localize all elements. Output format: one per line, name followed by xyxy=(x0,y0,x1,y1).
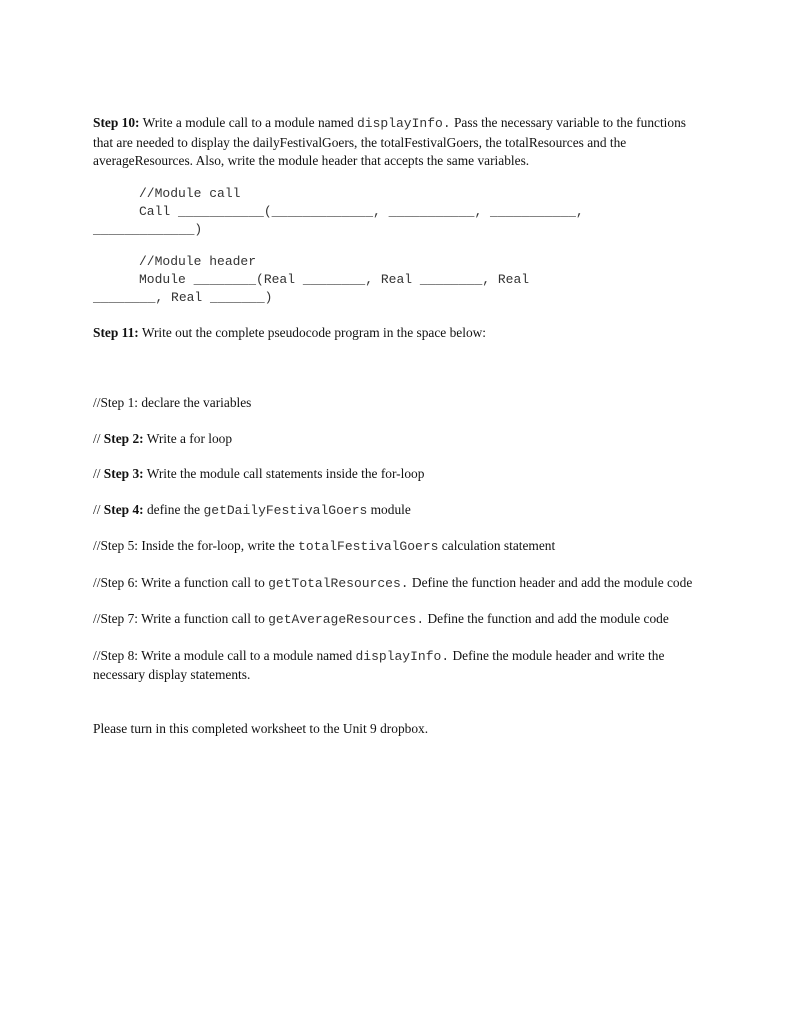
module-call-comment: //Module call xyxy=(139,185,241,201)
step5-text: //Step 5: Inside the for-loop, write the xyxy=(93,538,299,553)
step3-prefix: // xyxy=(93,466,104,481)
footer-instruction: Please turn in this completed worksheet to the Unit 9 dropbox. xyxy=(93,720,429,736)
step8-code: displayInfo. xyxy=(355,648,450,664)
module-call-block xyxy=(93,185,703,239)
step11-label: Step 11: xyxy=(93,324,139,340)
step8-line xyxy=(93,647,703,685)
step4-label: Step 4: xyxy=(103,501,144,517)
step6-after: Define the function header and add the module code xyxy=(408,574,693,590)
step8-after: Define the module header and write the necessary display statements. xyxy=(93,647,665,682)
step7-after: Define the function and add the module code xyxy=(424,611,669,626)
step2-line xyxy=(93,430,703,449)
step5-line xyxy=(93,537,703,557)
step7-code: getAverageResources. xyxy=(268,612,425,627)
step6-code: getTotalResources. xyxy=(268,575,409,591)
step10-text-2: Pass the necessary variable to the functions that are needed to display the dailyFestivalGoers, the totalFestivalGoers, the totalResources and the averageResources. Also, write the module header that accepts the same variables. xyxy=(93,115,687,168)
step10-text-1: Write a module call to a module named xyxy=(139,115,357,130)
step2-prefix: // xyxy=(93,430,104,446)
module-call-line-2: _____________) xyxy=(93,221,203,237)
step1-line: //Step 1: declare the variables xyxy=(93,395,252,410)
step10-code: displayInfo. xyxy=(357,116,451,131)
step6-line xyxy=(93,574,703,594)
worksheet-page xyxy=(93,114,703,738)
step3-label: Step 3: xyxy=(103,466,144,481)
step3-text: Write the module call statements inside the for-loop xyxy=(143,466,425,481)
step11-text: Write out the complete pseudocode program in the space below: xyxy=(138,324,487,340)
step7-text: //Step 7: Write a function call to xyxy=(93,611,269,626)
step10-label: Step 10: xyxy=(93,115,140,130)
step5-code: totalFestivalGoers xyxy=(298,539,439,554)
step7-line xyxy=(93,610,703,630)
step4-line xyxy=(93,501,703,521)
step2-label: Step 2: xyxy=(103,430,144,446)
step4-text: define the xyxy=(143,501,204,517)
step11-paragraph xyxy=(93,324,703,343)
step4-code: getDailyFestivalGoers xyxy=(203,502,368,518)
module-header-line-1: Module ________(Real ________, Real ________, Real xyxy=(139,271,530,287)
step3-line xyxy=(93,465,703,484)
module-header-line-2: ________, Real _______) xyxy=(93,289,273,305)
step2-text: Write a for loop xyxy=(143,430,233,446)
step8-text: //Step 8: Write a module call to a module named xyxy=(93,647,356,663)
step6-text: //Step 6: Write a function call to xyxy=(93,574,269,590)
step4-after: module xyxy=(367,501,411,517)
step10-paragraph xyxy=(93,114,703,171)
step4-prefix: // xyxy=(93,501,104,517)
module-header-block xyxy=(93,253,703,307)
step5-after: calculation statement xyxy=(438,538,556,553)
module-header-comment: //Module header xyxy=(139,253,257,269)
module-call-line-1: Call ___________(_____________, ___________, ___________, xyxy=(139,203,584,219)
